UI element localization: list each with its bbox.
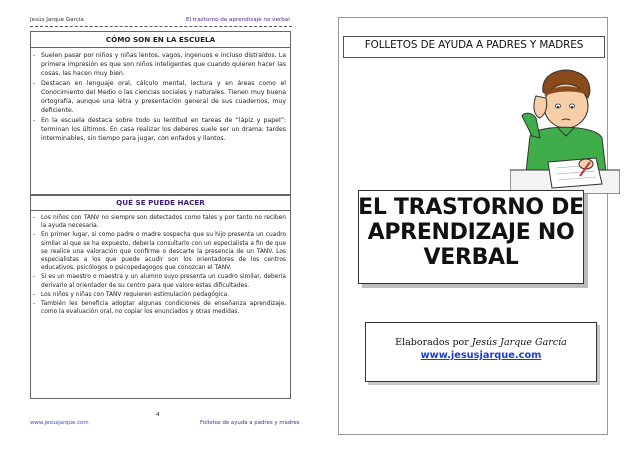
- main-title-line: APRENDIZAJE NO: [367, 220, 575, 245]
- credit-author: Jesús Jarque García: [471, 337, 567, 348]
- credit-website-link[interactable]: www.jesusjarque.com: [420, 350, 542, 361]
- list-item: - Los niños y niñas con TANV requieren estimulación pedagógica.: [33, 291, 230, 298]
- main-title-line: VERBAL: [423, 245, 519, 270]
- main-title: [358, 195, 584, 270]
- header-divider: [30, 26, 292, 27]
- list-item: - Suelen pasar por niños y niñas lentos, vagos, ingenuos e incluso distraídos. La primera impresión es que son niños inteligentes que cuando quieren hacer las cosas, las hacen muy bien.: [33, 52, 286, 77]
- list-item: - Si es un maestro o maestra y un alumno suyo presenta un cuadro similar, debería derivarlo al orientador de su centro para que valore estas dificultades.: [33, 274, 286, 289]
- credit-prefix: Elaborados por: [395, 337, 469, 348]
- list-item: - Los niños con TANV no siempre son detectados como tales y por tanto no reciben la ayuda necesaria.: [33, 215, 286, 230]
- list-item: - Destacan en lenguaje oral, cálculo mental, lectura y en áreas como el Conocimiento del Medio o las ciencias sociales y naturales. Tienen muy buena ortografía, aunque una letra y presentación general de sus cuadernos, muy deficiente.: [33, 80, 286, 114]
- list-item: - En la escuela destaca sobre todo su lentitud en tareas de “lápiz y papel”: terminan los últimos. En casa realizar los deberes suele ser un drama: tardes interminables, sin tiempo para jugar, con enfados y llantos.: [33, 117, 286, 142]
- footer-website-link[interactable]: www.jesusjarque.com: [30, 420, 89, 426]
- section-school-list: [31, 48, 290, 143]
- main-title-line: EL TRASTORNO DE: [358, 195, 584, 220]
- section-what-to-do-list: [31, 211, 290, 316]
- boy-writing-illustration: [510, 66, 620, 194]
- section-title-what-to-do: QUÉ SE PUEDE HACER: [31, 195, 290, 211]
- page-number: 4: [156, 412, 160, 418]
- footer-series: Folletos de ayuda a padres y madres: [200, 420, 300, 426]
- section-title-school: CÓMO SON EN LA ESCUELA: [31, 32, 290, 48]
- list-item: - En primer lugar, si como padre o madre sospecha que su hijo presenta un cuadro similar al que se ha expuesto, debería consultarlo con un especialista a fin de que se realice una valoración que confirme o descarte la presencia de un TANV. Los especialistas a los que puede acudir son los orientadores de los centros educativos, psicólogos o psicopedagogos que conozcan el TANV.: [33, 232, 286, 272]
- header-author: Jesús Jarque García: [30, 17, 84, 23]
- list-item: - También les beneficia adoptar algunas condiciones de enseñanza aprendizaje, como la evaluación oral, no copiar los enunciados y otras medidas.: [33, 301, 286, 316]
- credits-line: [365, 337, 597, 348]
- header-title: El trastorno de aprendizaje no verbal: [186, 17, 290, 23]
- section-school: [30, 31, 291, 196]
- series-band-text: FOLLETOS DE AYUDA A PADRES Y MADRES: [364, 39, 584, 51]
- section-what-to-do: [30, 194, 291, 399]
